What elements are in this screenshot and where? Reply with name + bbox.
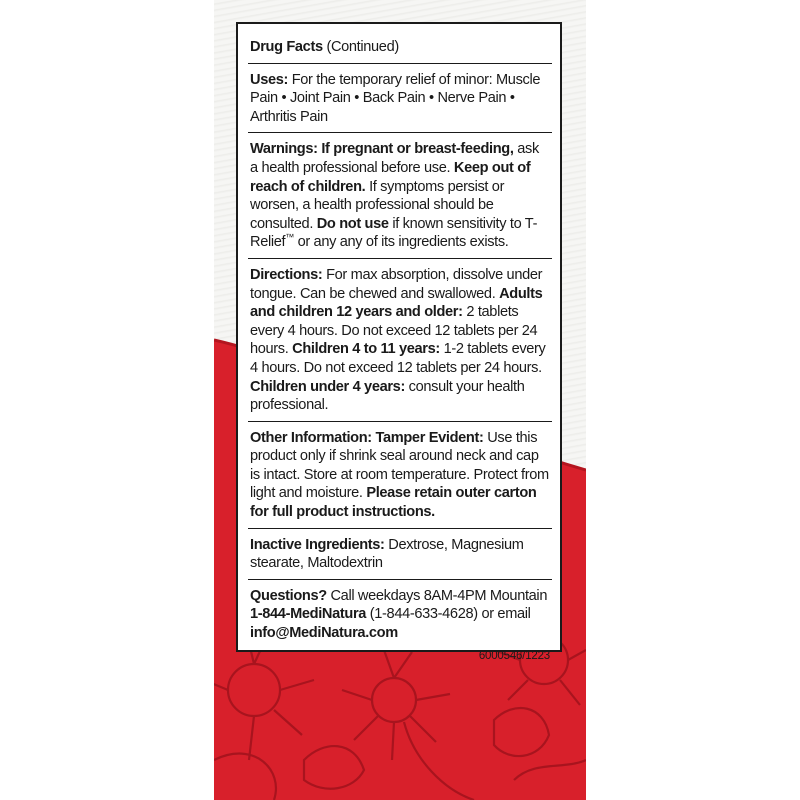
directions-text-4: consult your health professional. xyxy=(250,378,525,414)
warnings-bold-1: Keep out of reach of children. xyxy=(250,159,531,195)
other-information-section xyxy=(248,421,552,528)
warnings-text-1: ask a health professional before use. xyxy=(250,141,539,176)
directions-section xyxy=(248,258,552,421)
directions-text-1: For max absorption, dissolve under tongue. Can be chewed and swallowed. xyxy=(250,266,543,302)
questions-text-1: Call weekdays 8AM-4PM Mountain xyxy=(326,587,548,604)
other-information-heading: Other Information: Tamper Evident: xyxy=(250,429,484,446)
warnings-text-2: If symptoms persist or worsen, a health professional should be consulted. xyxy=(250,178,505,232)
other-information-text: Use this product only if shrink seal around neck and cap is intact. Store at room temperature. Protect from light and moisture. xyxy=(250,429,549,502)
drug-facts-title: Drug Facts xyxy=(250,39,323,55)
warnings-heading: Warnings: If pregnant or breast-feeding, xyxy=(250,141,514,158)
drug-facts-content xyxy=(248,38,552,669)
other-information-bold: Please retain outer carton for full product instructions. xyxy=(250,485,537,521)
drug-facts-title-suffix: (Continued) xyxy=(322,39,399,55)
drug-facts-box xyxy=(236,22,562,662)
directions-text-3: 1-2 tablets every 4 hours. Do not exceed 12 tablets per 24 hours. xyxy=(250,341,546,376)
uses-heading: Uses: xyxy=(250,71,288,88)
phone-number: 1-844-MediNatura xyxy=(250,606,367,623)
email-address: info@MediNatura.com xyxy=(250,625,398,642)
warnings-bold-2: Do not use xyxy=(316,215,389,232)
directions-bold-2: Children 4 to 11 years: xyxy=(292,341,440,358)
trademark-symbol: ™ xyxy=(285,232,294,243)
questions-text-2: (1-844-633-4628) or email xyxy=(366,606,531,623)
inactive-ingredients-text: Dextrose, Magnesium stearate, Maltodextrin xyxy=(250,536,524,572)
inactive-ingredients-heading: Inactive Ingredients: xyxy=(250,536,385,553)
directions-bold-3: Children under 4 years: xyxy=(250,378,405,395)
inactive-ingredients-section xyxy=(248,528,552,579)
uses-text: For the temporary relief of minor: Muscle Pain • Joint Pain • Back Pain • Nerve Pain • Arthritis Pain xyxy=(250,71,541,125)
warnings-text-4: or any any of its ingredients exists. xyxy=(293,234,509,251)
warnings-text-3: if known sensitivity to T-Relief xyxy=(250,215,538,251)
label-panel xyxy=(214,0,586,800)
warnings-section xyxy=(248,132,552,258)
drug-facts-header xyxy=(248,38,552,63)
questions-heading: Questions? xyxy=(250,587,327,604)
uses-section xyxy=(248,63,552,133)
directions-heading: Directions: xyxy=(250,266,323,283)
product-code: 6000546/1223 xyxy=(478,649,550,662)
directions-bold-1: Adults and children 12 years and older: xyxy=(250,285,543,321)
questions-section xyxy=(248,579,552,669)
directions-text-2: 2 tablets every 4 hours. Do not exceed 12 tablets per 24 hours. xyxy=(250,304,538,358)
